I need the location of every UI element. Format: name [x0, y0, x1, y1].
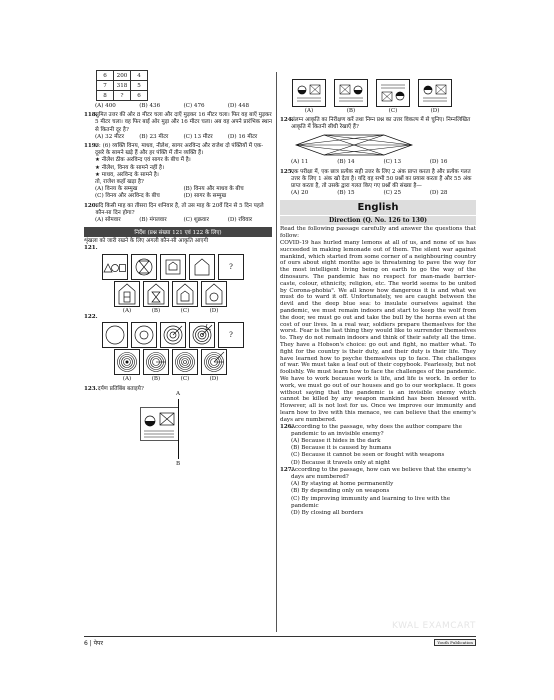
question-number: 119. [84, 143, 98, 150]
q124 [280, 117, 476, 131]
option: (B) विनय और माधव के बीच [183, 186, 244, 193]
question-text: According to the passage, how can we believe that the enemy's days are numbered? [291, 466, 471, 480]
option: (A) 32 मीटर [95, 133, 124, 140]
label: (D) [209, 375, 219, 382]
option: (D) Because it travels only at night [291, 459, 390, 466]
question-text: दर्पण प्रतिबिंब बताइये? [97, 385, 144, 392]
page-footer [84, 636, 476, 649]
figure-question-mark: ? [218, 254, 244, 280]
mirror-label-a: A [176, 391, 181, 398]
watermark: KWAL EXAMCART [392, 621, 476, 631]
label: (A) [122, 375, 132, 382]
answer-figure-d [201, 349, 227, 375]
option: (A) सोमवार [95, 217, 121, 224]
grid-cell: 8 [97, 91, 114, 101]
option: (A) 11 [291, 159, 309, 166]
figure-circle [102, 322, 128, 348]
q124-options [291, 159, 476, 166]
question-number: 120. [84, 202, 98, 209]
option: (B) 23 मीटर [139, 133, 169, 140]
english-section-title: English [280, 200, 476, 215]
answer-figure-b [143, 349, 169, 375]
option: (D) रविवार [227, 217, 253, 224]
option: (C) 13 मीटर [183, 133, 213, 140]
answer-figure-c [172, 349, 198, 375]
figure-target-arrows [189, 322, 215, 348]
fact-item: ★ नीलेश ठीक अरविन्द एवं सागर के बीच में है। [95, 157, 191, 164]
fact-item: ★ नीलेश, विनय के सामने नहीं है। [95, 164, 165, 171]
option: (D) By closing all borders [291, 509, 364, 516]
option: (C) 476 [183, 103, 205, 109]
option: (A) By staying at home permanently [291, 481, 394, 488]
q118-options [95, 134, 272, 141]
answer-figure-d [418, 79, 452, 107]
q126 [280, 424, 476, 438]
answer-figure-c [376, 79, 410, 107]
q119-options [95, 186, 272, 200]
page-number: 6 | पेपर [84, 640, 103, 647]
q123-figure [134, 393, 204, 473]
question-number: 124. [280, 117, 294, 123]
q124-line-figure [294, 133, 414, 157]
direction-banner-hindi: निर्देश (प्रश्न संख्या 121 एवं 122 के लिए) [84, 227, 272, 237]
question-text: एक परीक्षा में, एक छात्र प्रत्येक सही उत्तर के लिए 2 अंक प्राप्त करता है और प्रत्येक गलत उत्तर के लिए 1 अंक खो देता है। यदि वह सभी 50 प्रश्नों का प्रयास करता है और 55 अंक प्राप्त करता है, तो उसके द्वारा गलत किए गए प्रश्नों की संख्या है— [291, 168, 472, 190]
answer-figure-c [172, 281, 198, 307]
publisher-badge: Youth Publication [434, 639, 476, 646]
question-number: 123. [84, 385, 98, 392]
grid-cell: 4 [131, 71, 148, 81]
option: (D) सागर के सम्मुख [183, 193, 227, 200]
option: (A) Because it hides in the dark [291, 437, 381, 444]
q118 [84, 112, 272, 134]
q121-problem-figures [102, 254, 272, 280]
grid-cell: 6 [97, 71, 114, 81]
option: (B) 14 [337, 159, 355, 166]
option: (C) Because it cannot be seen or fought with weapons [291, 452, 445, 459]
q125-options [291, 190, 476, 197]
question-number: 121. [84, 245, 98, 252]
question-text: यदि किसी माह का तीसरा दिन शनिवार है, तो उस माह के 20वें दिन से 5 दिन पहले कौन-सा दिन होगा? [95, 202, 264, 216]
question-ask: तो, राजेश कहाँ खड़ा है? [95, 179, 144, 186]
q125 [280, 169, 476, 191]
q117-options [95, 103, 272, 110]
fact-item: ★ माधव, अरविन्द के सामने है। [95, 171, 159, 178]
option: (C) 25 [383, 190, 402, 197]
label: (A) [122, 307, 132, 314]
grid-cell: 7 [97, 81, 114, 91]
figure-hourglass-circle [131, 254, 157, 280]
label: (B) [151, 375, 161, 382]
grid-cell: ? [114, 91, 131, 101]
grid-cell: 5 [131, 81, 148, 91]
option: (B) 436 [139, 103, 161, 109]
question-text: छ: (6) व्यक्ति विनय, माधव, नीलेश, सागर अरविन्द और राजेश दो पंक्तियों में एक-दूसरे के सामने खड़े हैं और हर पंक्ति में तीन व्यक्ति हैं। [95, 143, 264, 157]
option: (B) मंगलवार [139, 217, 167, 224]
question-number: 126. [280, 423, 294, 430]
q122-labels [114, 376, 272, 382]
mirror-label-b: B [176, 461, 181, 468]
mirror-object [140, 407, 188, 441]
answer-figure-d [201, 281, 227, 307]
label: (D) [430, 108, 440, 114]
answer-figure-b [143, 281, 169, 307]
label: (D) [209, 307, 219, 314]
option: (C) विनय और अरविन्द के बीच [95, 193, 160, 200]
passage-intro: Read the following passage carefully and answer the questions that follow: [280, 226, 476, 240]
q123-labels [292, 108, 476, 114]
label: (C) [180, 307, 190, 314]
figure-double-circle [131, 322, 157, 348]
question-number: 118. [84, 112, 98, 119]
answer-figure-b [334, 79, 368, 107]
label: (C) [388, 108, 398, 114]
left-column [84, 68, 272, 473]
option: (B) By depending only on weapons [291, 488, 390, 495]
answer-figure-a [292, 79, 326, 107]
column-divider [276, 72, 277, 632]
figure-empty-house [189, 254, 215, 280]
q117-number-grid [96, 70, 148, 101]
option: (B) 15 [337, 190, 355, 197]
option: (D) 448 [227, 103, 250, 109]
question-text: सुमित उत्तर की ओर 8 मीटर चला और दाएँ मुड़कर 16 मीटर चला। फिर वह बाएँ मुड़कर 5 मीटर चला। वह फिर बाईं ओर मुड़ा और 16 मीटर चला। अब वह अपने प्रारंभिक स्थान से कितनी दूर है? [95, 112, 272, 133]
question-text: संलग्न आकृति का निरीक्षण करें तथा निम्न प्रश्न का उत्तर विकल्प में से चुनिए। निम्नलिखित आकृति में कितनी सीधी रेखाएँ हैं? [291, 117, 471, 131]
figure-question-mark: ? [218, 322, 244, 348]
option: (A) 20 [291, 190, 309, 197]
figure-house-square [160, 254, 186, 280]
option: (B) Because it is caused by humans [291, 445, 392, 452]
label: (C) [180, 375, 190, 382]
question-number: 125. [280, 168, 294, 175]
option: (D) 28 [429, 190, 448, 197]
q127 [280, 467, 476, 481]
option: (D) 16 मीटर [227, 133, 258, 140]
option: (C) शुक्रवार [183, 217, 209, 224]
q122-problem-figures [102, 322, 272, 348]
option: (D) 16 [429, 159, 448, 166]
option: (A) विनय के सम्मुख [95, 186, 138, 193]
reading-passage: COVID-19 has hurled many lemons at all of us, and none of us has succeeded in making lemonade out of them. The silent war against mankind, which started from some corner of a neighbouring country of ours about eight months ago is threatening to pave the way for the most intelligent living being on earth to go the way of the dinosaurs. The pandemic has no respect for man-made barrier-caste, colour, ethnicity, religion, etc. The world seems to be united by Corona-phobia". We all know how dangerous it is and what we must do to ward it off. Unfortunately, we are caught between the devil and the deep blue sea: to insulate ourselves against the pandemic, we must remain indoors and start to keep the wolf from the door, we must go out and take the bull by the horns even at the cost of our lives. In a real war, soldiers prepare themselves for the worst. Fear is the last thing they would like to surrender themselves to. They do not remain indoors and think of their safety all the time. They have a Hobson's choice: go out and fight, no matter what. To fight for the country is their duty, and their duty is their life. They have learned how to psyche themselves up to face. The challenges of war. We must take a leaf out of their copybook. Fearlessly, but not foolishly. We must learn how to face the challenges of the pandemic. We have to work because work is life, and life is work. In order to work, we must go out of our houses and go to our workplace. It goes without saying that the pandemic is an invisible enemy which cannot be killed by any weapon mankind has been blessed with. However, all is not lost for us. Once we improve our immunity and learn how to live with this menace, we can believe that the enemy's days are numbered. [280, 240, 476, 423]
answer-figure-a [114, 349, 140, 375]
grid-cell: 318 [114, 81, 131, 91]
direction-banner-english: Direction (Q. No. 126 to 130) [280, 216, 476, 225]
question-number: 122. [84, 313, 98, 320]
q120 [84, 203, 272, 217]
right-column [280, 78, 476, 517]
series-instruction: शृंखला को जारी रखने के लिए अगली कौन-सी आकृति आएगी [84, 238, 209, 245]
grid-cell: 200 [114, 71, 131, 81]
question-text: According to the passage, why does the author compare the pandemic to an invisible enemy? [291, 423, 462, 437]
q120-options [95, 217, 272, 224]
q121-answer-figures [114, 281, 272, 307]
label: (A) [304, 108, 314, 114]
grid-cell: 6 [131, 91, 148, 101]
q121 [84, 245, 272, 252]
q122-answer-figures [114, 349, 272, 375]
question-number: 127. [280, 466, 294, 473]
label: (B) [151, 307, 161, 314]
figure-target-arrow [160, 322, 186, 348]
q119 [84, 143, 272, 157]
label: (B) [346, 108, 356, 114]
answer-figure-a [114, 281, 140, 307]
option: (C) By improving immunity and learning to live with the pandemic [291, 495, 451, 509]
option: (C) 13 [383, 159, 402, 166]
figure-triangle-circle-square [102, 254, 128, 280]
q122 [84, 314, 272, 321]
option: (A) 400 [95, 103, 116, 109]
q123-answer-figures [292, 79, 476, 107]
